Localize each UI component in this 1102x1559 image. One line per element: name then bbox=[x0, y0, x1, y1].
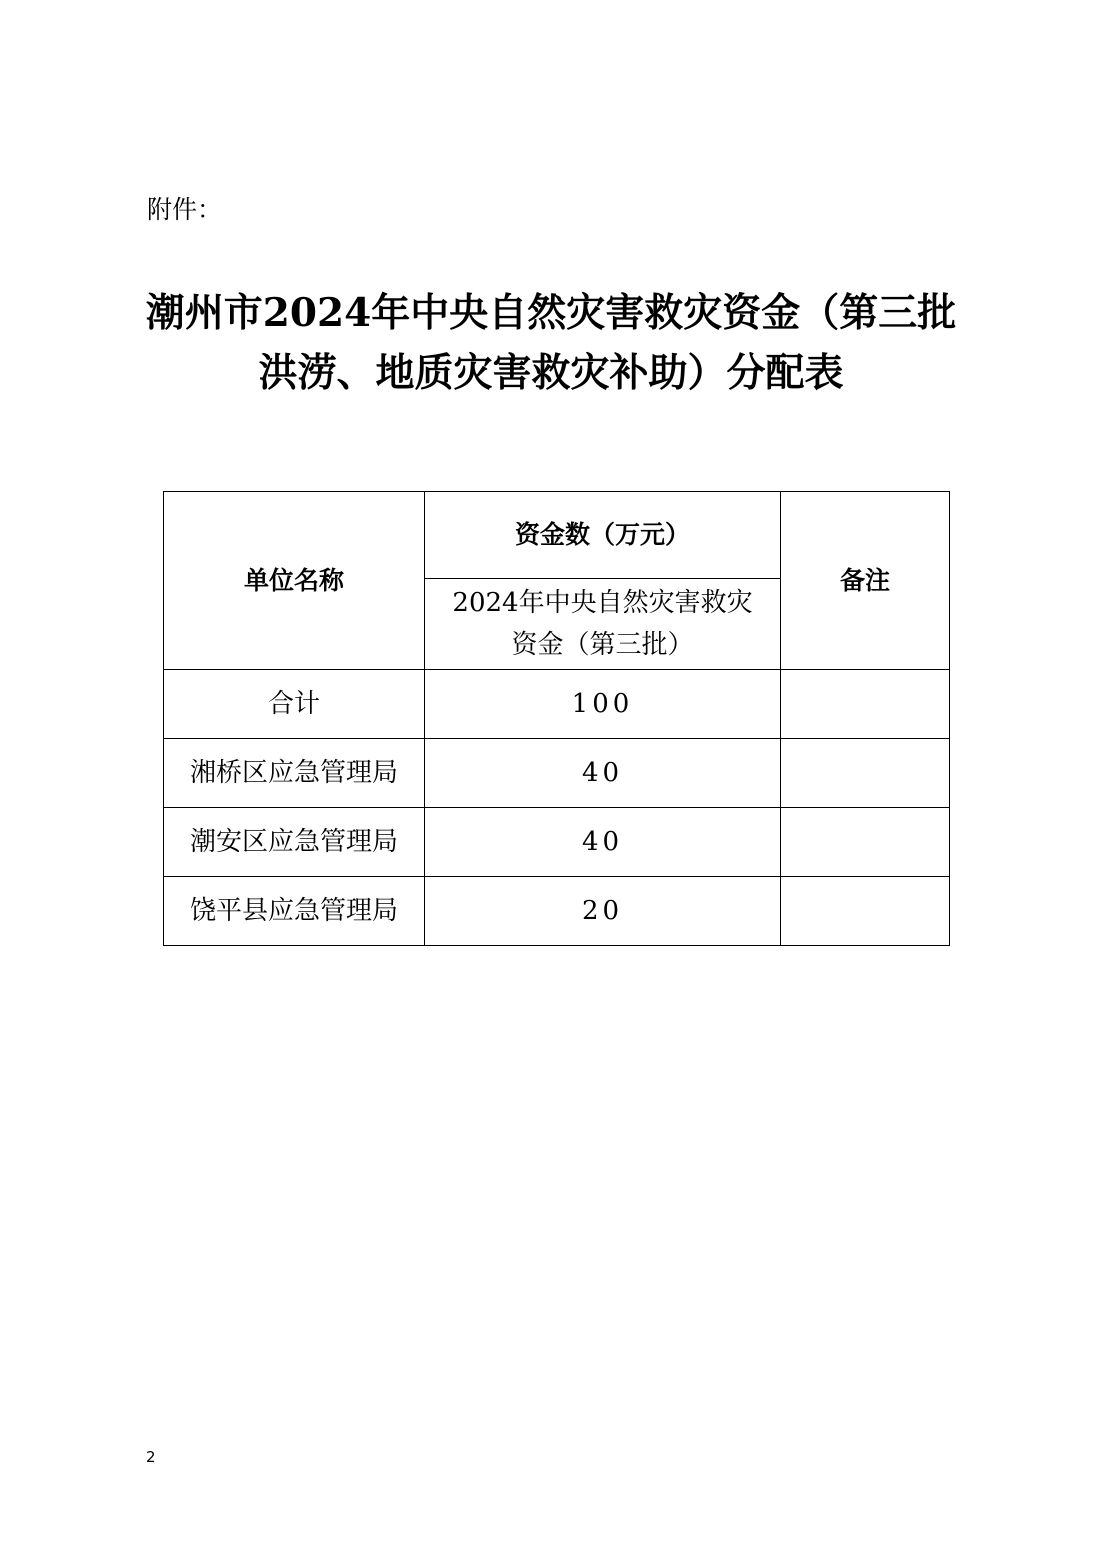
attachment-label: 附件： bbox=[147, 195, 223, 224]
header-funds-sub-line-1: 2024年中央自然灾害救灾 bbox=[452, 588, 753, 618]
header-funds-sub bbox=[425, 579, 781, 670]
cell-unit: 潮安区应急管理局 bbox=[164, 808, 425, 877]
allocation-table bbox=[163, 491, 950, 946]
cell-remark bbox=[781, 877, 950, 946]
cell-remark bbox=[781, 739, 950, 808]
table-row bbox=[164, 670, 950, 739]
title-line-2: 洪涝、地质灾害救灾补助）分配表 bbox=[258, 350, 844, 396]
header-funds-sub-line-2: 资金（第三批） bbox=[511, 630, 694, 660]
header-remarks: 备注 bbox=[781, 492, 950, 670]
header-unit-name: 单位名称 bbox=[164, 492, 425, 670]
cell-amount: 20 bbox=[425, 877, 781, 946]
page-number: 2 bbox=[146, 1448, 156, 1466]
cell-amount: 40 bbox=[425, 808, 781, 877]
cell-amount: 100 bbox=[425, 670, 781, 739]
cell-unit: 饶平县应急管理局 bbox=[164, 877, 425, 946]
table-row bbox=[164, 808, 950, 877]
cell-unit: 合计 bbox=[164, 670, 425, 739]
table-row bbox=[164, 739, 950, 808]
cell-amount: 40 bbox=[425, 739, 781, 808]
cell-remark bbox=[781, 670, 950, 739]
title-line-1: 潮州市2024年中央自然灾害救灾资金（第三批 bbox=[145, 290, 957, 336]
document-title bbox=[110, 283, 992, 403]
header-row bbox=[164, 492, 950, 579]
table-row bbox=[164, 877, 950, 946]
cell-remark bbox=[781, 808, 950, 877]
cell-unit: 湘桥区应急管理局 bbox=[164, 739, 425, 808]
header-funds: 资金数（万元） bbox=[425, 492, 781, 579]
